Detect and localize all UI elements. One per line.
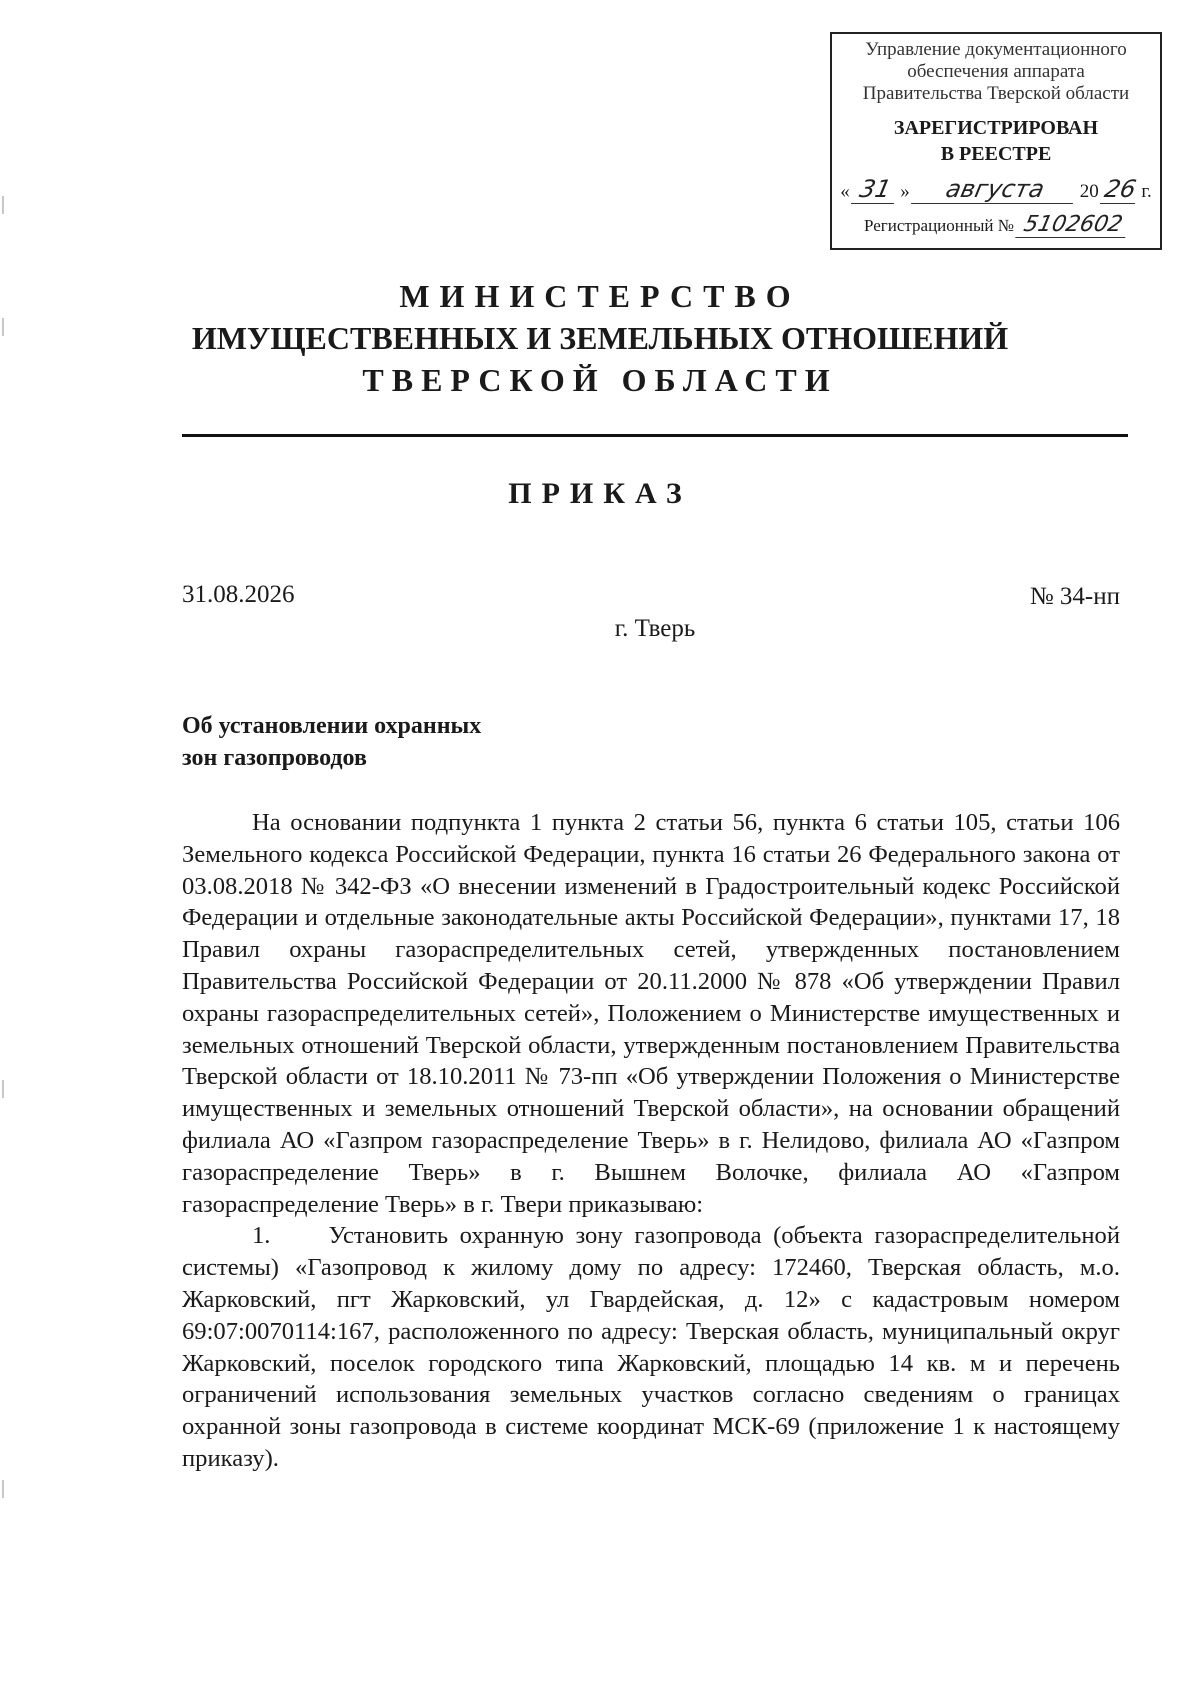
- ministry-region: ТВЕРСКОЙ ОБЛАСТИ: [362, 362, 838, 398]
- stamp-registration-number: [832, 212, 1160, 238]
- stamp-dept-line: обеспечения аппарата: [907, 61, 1085, 82]
- stamp-year-handwritten: 26: [1100, 175, 1141, 204]
- stamp-reg-label: Регистрационный №: [864, 216, 1014, 235]
- ministry-subtitle: ИМУЩЕСТВЕННЫХ И ЗЕМЕЛЬНЫХ ОТНОШЕНИЙ: [191, 320, 1009, 356]
- ministry-header-line3: [0, 359, 1200, 401]
- order-title: ПРИКАЗ: [508, 477, 692, 510]
- stamp-quote-close: »: [900, 181, 910, 202]
- stamp-registered-line: В РЕЕСТРЕ: [940, 143, 1052, 165]
- body-paragraph-item-1: 1. Установить охранную зону газопровода (объекта газораспределительной системы) «Газопровод к жилому дому по адресу: 172460, Тверская область, м.о. Жарковский, пгт Жарковский, ул Гвардейская, д. 12» с кадастровым номером 69:07:0070114:167, расположенного по адресу: Тверская область, муниципальный округ Жарковский, поселок городского типа Жарковский, площадью 14 кв. м и перечень ограничений использования земельных участков согласно сведениям о границах охранной зоны газопровода в системе координат МСК-69 (приложение 1 к настоящему приказу).: [182, 1222, 1120, 1472]
- order-date: 31.08.2026: [182, 581, 295, 608]
- ministry-header-line2: [0, 317, 1200, 359]
- ministry-header-line1: [0, 275, 1200, 317]
- order-city: г. Тверь: [614, 615, 696, 642]
- subject-line: зон газопроводов: [182, 745, 367, 771]
- stamp-date: [832, 175, 1160, 204]
- scan-mark: [2, 196, 4, 214]
- stamp-year-unit: г.: [1141, 181, 1152, 202]
- stamp-reg-number-handwritten: 5102602: [1015, 212, 1131, 238]
- stamp-dept-line: Управление документационного: [865, 39, 1127, 60]
- body-paragraph-preamble: На основании подпункта 1 пункта 2 статьи 56, пункта 6 статьи 105, статьи 106 Земельного кодекса Российской Федерации, пункта 16 статьи 26 Федерального закона от 03.08.2018 № 342-ФЗ «О внесении изменений в Градостроительный кодекс Российской Федерации и отдельные законодательные акты Российской Федерации», пунктами 17, 18 Правил охраны газораспределительных сетей, утвержденных постановлением Правительства Российской Федерации от 20.11.2000 № 878 «Об утверждении Правил охраны газораспределительных сетей», Положением о Министерстве имущественных и земельных отношений Тверской области, утвержденным постановлением Правительства Тверской области от 18.10.2011 № 73-пп «Об утверждении Положения о Министерстве имущественных и земельных отношений Тверской области», на основании обращений филиала АО «Газпром газораспределение Тверь» в г. Нелидово, филиала АО «Газпром газораспределение Тверь» в г. Вышнем Волочке, филиала АО «Газпром газораспределение Тверь» в г. Твери приказываю:: [182, 809, 1120, 1218]
- stamp-day-handwritten: 31: [851, 175, 900, 204]
- stamp-dept-line: Правительства Тверской области: [862, 83, 1130, 104]
- header-divider: [182, 434, 1128, 437]
- order-number: № 34-нп: [1029, 583, 1120, 610]
- stamp-registered-line: ЗАРЕГИСТРИРОВАН: [893, 117, 1099, 139]
- registration-stamp: [830, 32, 1162, 250]
- order-body: [182, 807, 1120, 1475]
- subject-line: Об установлении охранных: [182, 713, 482, 739]
- stamp-year-prefix: 20: [1079, 181, 1099, 202]
- stamp-department: [832, 39, 1160, 105]
- stamp-registered-title: [832, 115, 1160, 167]
- stamp-month-handwritten: августа: [911, 175, 1079, 204]
- scan-mark: [2, 1480, 4, 1498]
- stamp-quote-open: «: [840, 181, 850, 202]
- scan-mark: [2, 1080, 4, 1098]
- order-subject: [182, 710, 481, 774]
- ministry-title: МИНИСТЕРСТВО: [399, 278, 801, 314]
